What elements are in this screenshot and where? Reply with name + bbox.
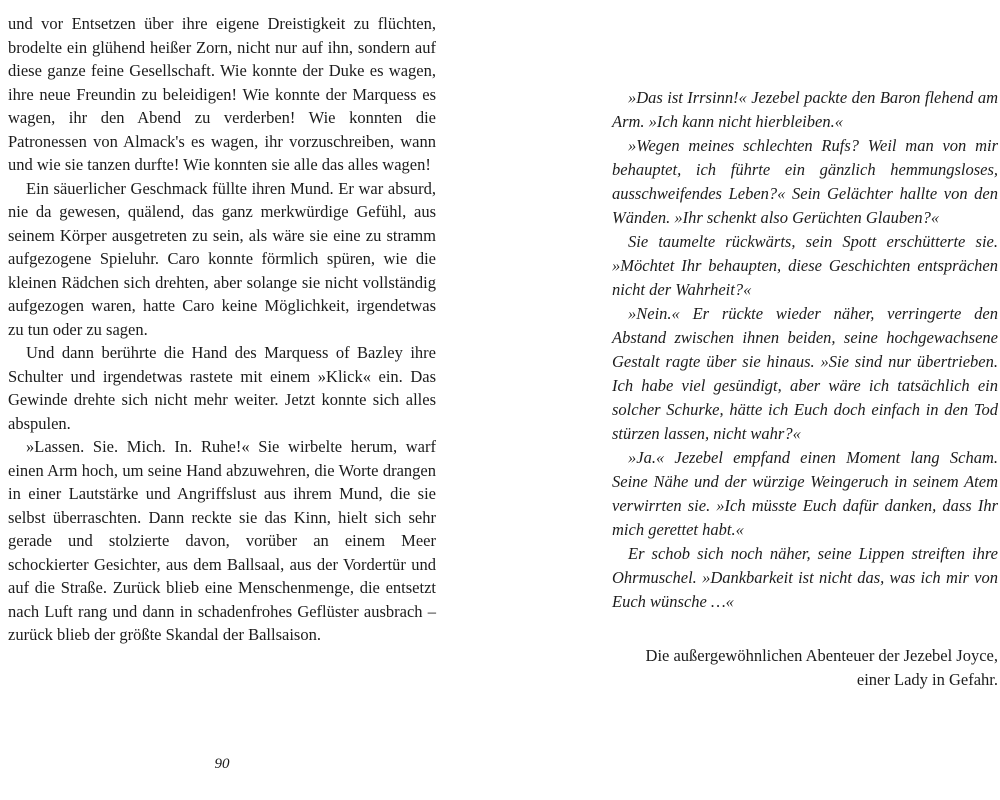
right-page-text-block — [612, 86, 998, 614]
body-paragraph: Und dann berührte die Hand des Marquess of Bazley ihre Schulter und irgendetwas rastete mit einem »Klick« ein. Das Gewinde drehte sich nicht mehr weiter. Jetzt konnte sich alles abspulen. — [8, 343, 436, 433]
body-paragraph: »Lassen. Sie. Mich. In. Ruhe!« Sie wirbelte herum, warf einen Arm hoch, um seine Hand abzuwehren, die Worte drangen in einer Lautstärke und Angriffslust aus ihrem Mund, die sie selbst überraschten. Dann reckte sie das Kinn, hielt sich sehr gerade und stolzierte davon, vorüber an einem Meer schockierter Gesichter, aus dem Ballsaal, aus der Vordertür und auf die Straße. Zurück blieb eine Menschenmenge, die entsetzt nach Luft rang und dann in schadenfrohes Geflüster ausbrach – zurück blieb der größte Skandal der Ballsaison. — [8, 437, 436, 644]
body-paragraph: Ein säuerlicher Geschmack füllte ihren Mund. Er war absurd, nie da gewesen, quälend, das ganz merkwürdige Gefühl, aus seinem Körper ausgetreten zu sein, als wäre sie eine zu stramm aufgezogene Spieluhr. Caro konnte förmlich spüren, wie die kleinen Rädchen sich drehten, aber solange sie nicht vollständig aufgezogen waren, hatte Caro keine Möglichkeit, irgendetwas zu tun oder zu sagen. — [8, 178, 436, 339]
body-paragraph: »Wegen meines schlechten Rufs? Weil man von mir behauptet, ich führte ein gänzlich hemmungsloses, ausschweifendes Leben?« Sein Gelächter hallte von den Wänden. »Ihr schenkt also Gerüchten Glauben?« — [612, 136, 998, 227]
body-paragraph: »Das ist Irrsinn!« Jezebel packte den Baron flehend am Arm. »Ich kann nicht hierbleiben.« — [612, 88, 998, 131]
left-page — [8, 12, 436, 647]
right-page — [612, 86, 998, 692]
body-paragraph: »Nein.« Er rückte wieder näher, verringerte den Abstand zwischen ihnen beiden, seine hochgewachsene Gestalt ragte über sie hinaus. »Sie sind nur übertrieben. Ich habe viel gesündigt, aber wäre ich tatsächlich ein solcher Schurke, hätte ich Euch doch einfach in den Tod stürzen lassen, nicht wahr?« — [612, 304, 998, 443]
body-paragraph: »Ja.« Jezebel empfand einen Moment lang Scham. Seine Nähe und der würzige Weingeruch in seinem Atem verwirrten sie. »Ich müsste Euch dafür danken, dass Ihr mich gerettet habt.« — [612, 448, 998, 539]
body-paragraph: und vor Entsetzen über ihre eigene Dreistigkeit zu flüchten, brodelte ein glühend heißer Zorn, nicht nur auf ihn, sondern auf diese ganze feine Gesellschaft. Wie konnte der Duke es wagen, ihre neue Freundin zu beleidigen! Wie konnte der Marquess es wagen, ihr den Abend zu verderben! Wie konnten die Patronessen von Almack's es wagen, ihr vorzuschreiben, wann und wie sie tanzen durfte! Wie konnten sie alle das alles wagen! — [8, 14, 436, 174]
body-paragraph: Er schob sich noch näher, seine Lippen streiften ihre Ohrmuschel. »Dankbarkeit ist nicht das, was ich mir von Euch wünsche …« — [612, 544, 998, 611]
book-attribution: Die außergewöhnlichen Abenteuer der Jezebel Joyce, einer Lady in Gefahr. — [645, 646, 998, 689]
left-page-text-block — [8, 12, 436, 647]
page-number: 90 — [214, 756, 230, 772]
body-paragraph: Sie taumelte rückwärts, sein Spott erschütterte sie. »Möchtet Ihr behaupten, diese Geschichten entsprächen nicht der Wahrheit?« — [612, 232, 998, 299]
